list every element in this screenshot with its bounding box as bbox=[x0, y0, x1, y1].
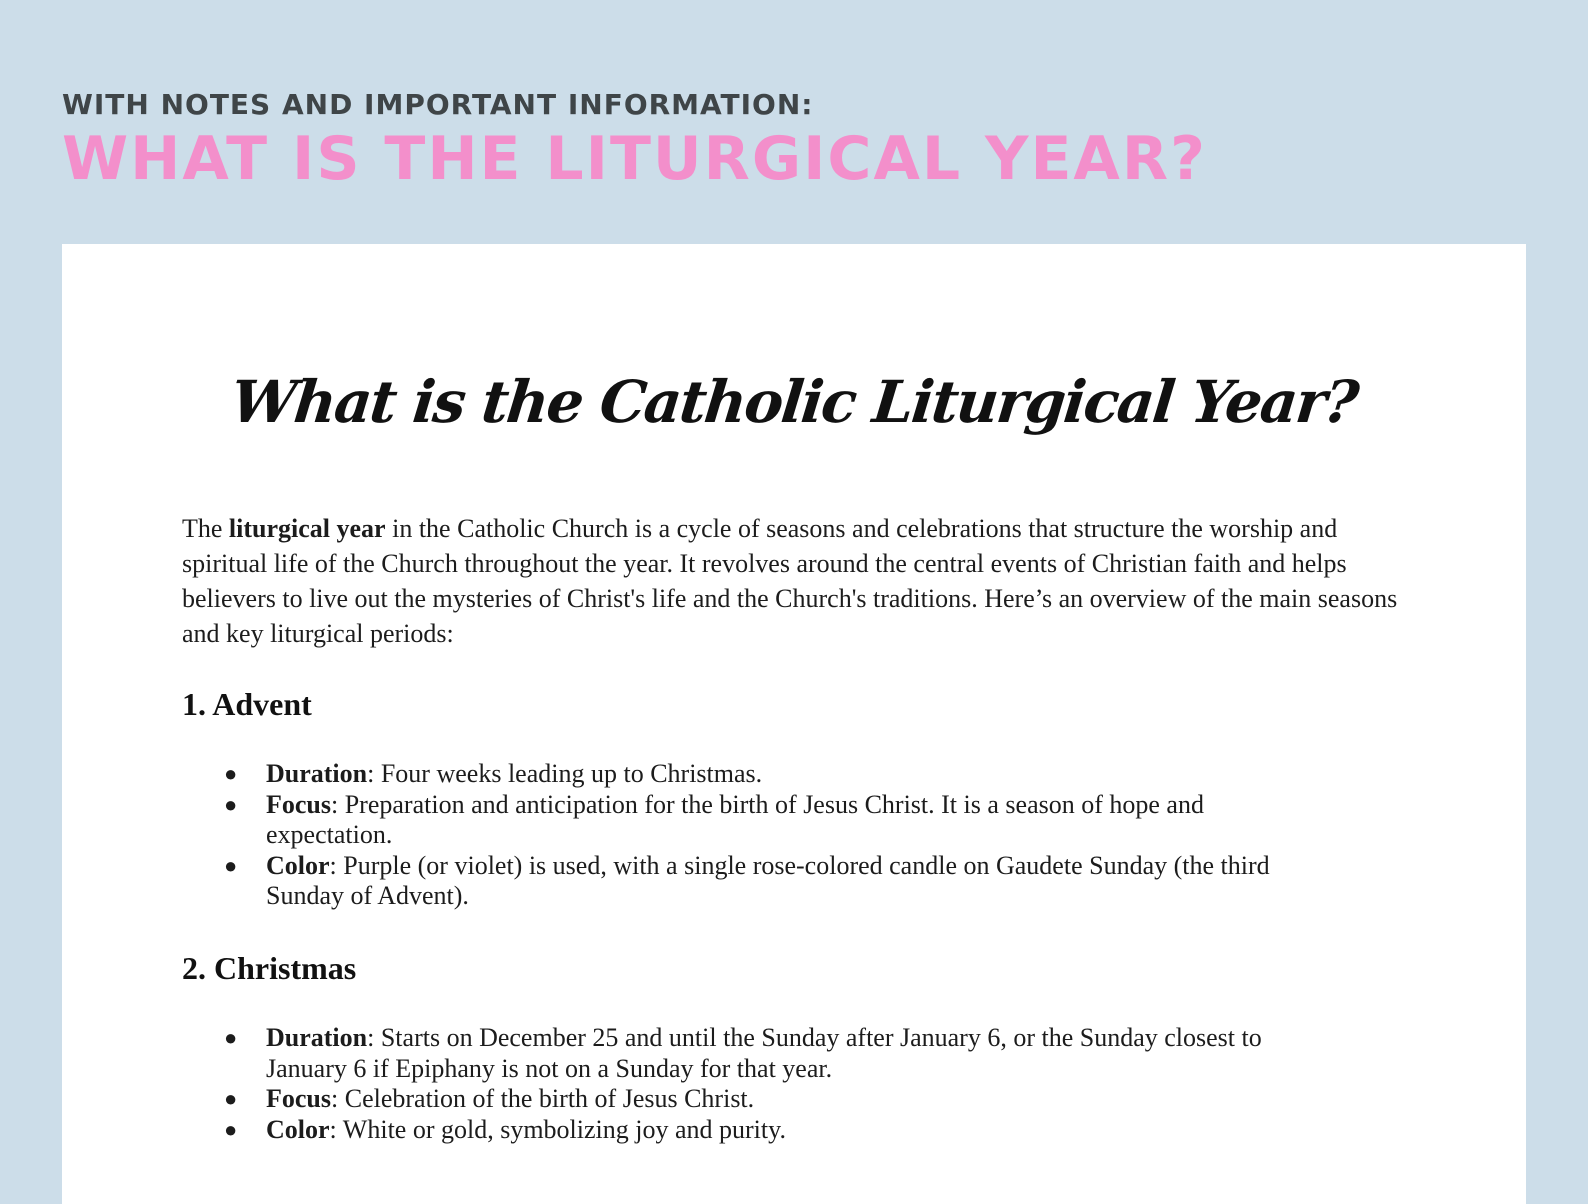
bullet-label: Duration bbox=[266, 759, 368, 788]
intro-text-rest: in the Catholic Church is a cycle of seasons and celebrations that structure the worship and spiritual life of the Church throughout the year. It revolves around the central events of Christian faith and helps believers to live out the mysteries of Christ's life and the Church's traditions. Here’s an overview of the main seasons and key liturgical periods: bbox=[182, 514, 1398, 648]
list-item bbox=[222, 790, 1322, 851]
intro-paragraph bbox=[182, 511, 1412, 651]
bullet-icon: ● bbox=[224, 791, 238, 817]
bullet-label: Focus bbox=[266, 1084, 331, 1113]
bullet-text: : Four weeks leading up to Christmas. bbox=[367, 759, 763, 788]
intro-bold-term: liturgical year bbox=[228, 514, 386, 543]
bullet-label: Color bbox=[266, 850, 330, 880]
bullet-icon: ● bbox=[224, 1086, 238, 1111]
bullet-label: Duration bbox=[266, 1023, 368, 1052]
bullet-text: : Starts on December 25 and until the Sunday after January 6, or the Sunday closest to January 6 if Epiphany is not on a Sunday for that year. bbox=[266, 1023, 1262, 1083]
bullet-icon: ● bbox=[224, 1025, 238, 1050]
christmas-bullet-list bbox=[222, 1023, 1322, 1145]
advent-bullet-list bbox=[222, 759, 1322, 912]
bullet-icon: ● bbox=[224, 852, 238, 878]
section-heading-christmas: 2. Christmas bbox=[182, 950, 357, 986]
list-item bbox=[222, 1023, 1322, 1084]
list-item bbox=[222, 759, 1322, 790]
bullet-icon: ● bbox=[224, 1116, 238, 1142]
bullet-label: Color bbox=[266, 1114, 330, 1144]
bullet-text: : Purple (or violet) is used, with a single rose-colored candle on Gaudete Sunday (the third Sunday of Advent). bbox=[266, 850, 1270, 910]
header-title: WHAT IS THE LITURGICAL YEAR? bbox=[62, 124, 1207, 194]
intro-text-start: The bbox=[182, 514, 229, 543]
bullet-text: : Celebration of the birth of Jesus Christ. bbox=[331, 1084, 755, 1113]
document-title: What is the Catholic Liturgical Year? bbox=[227, 368, 1361, 436]
bullet-text: : Preparation and anticipation for the birth of Jesus Christ. It is a season of hope and expectation. bbox=[266, 789, 1204, 849]
list-item bbox=[222, 851, 1322, 912]
header-kicker: WITH NOTES AND IMPORTANT INFORMATION: bbox=[62, 88, 814, 121]
list-item bbox=[222, 1115, 1322, 1146]
bullet-label: Focus bbox=[266, 789, 331, 819]
bullet-text: : White or gold, symbolizing joy and purity. bbox=[329, 1114, 786, 1144]
section-heading-advent: 1. Advent bbox=[182, 686, 312, 722]
list-item bbox=[222, 1084, 1322, 1115]
document-page bbox=[62, 244, 1526, 1204]
bullet-icon: ● bbox=[224, 761, 238, 786]
